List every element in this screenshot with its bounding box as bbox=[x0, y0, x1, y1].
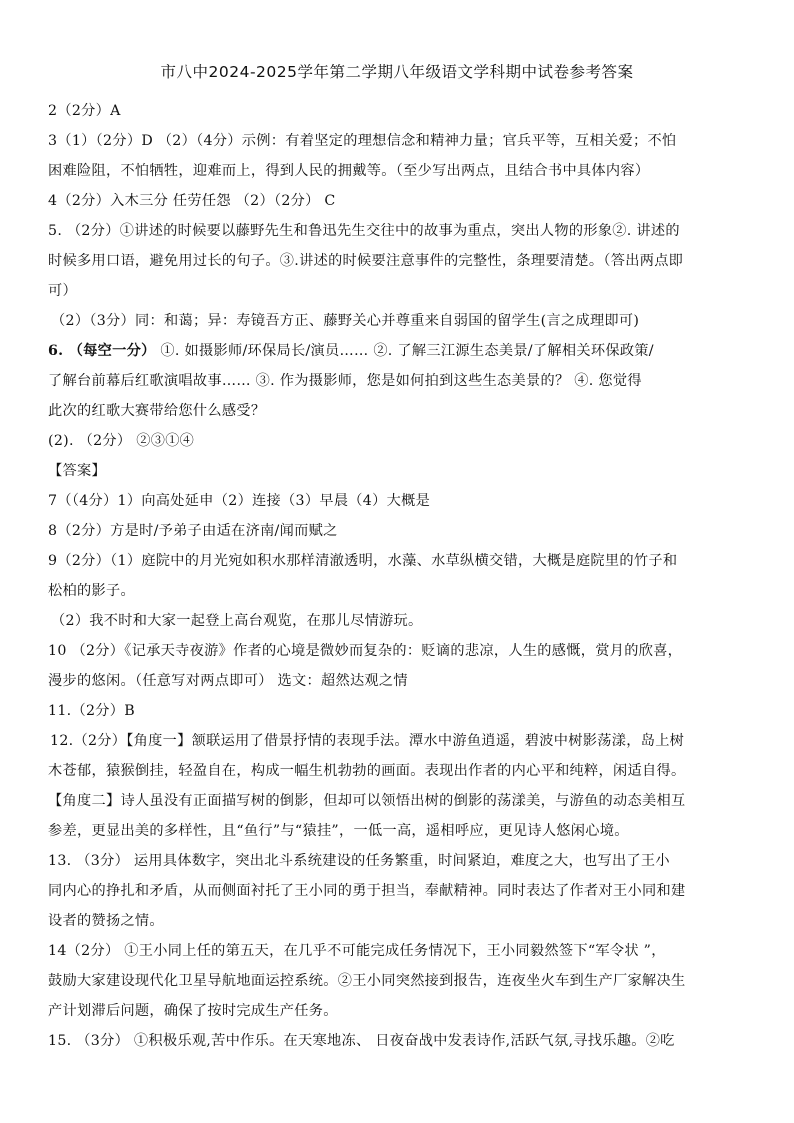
answer-line: 8（2分）方是时/予弟子由适在济南/闻而赋之 bbox=[48, 523, 338, 539]
answer-line: 【角度二】诗人虽没有正面描写树的倒影，但却可以领悟出树的倒影的荡漾美，与游鱼的动态美相互 bbox=[48, 793, 686, 809]
answer-content bbox=[48, 96, 766, 1056]
answer-section-label: 【答案】 bbox=[48, 463, 106, 479]
answer-line: 12.（2分）【角度一】颔联运用了借景抒情的表现手法。潭水中游鱼逍遥，碧波中树影荡漾，岛上树 bbox=[50, 733, 685, 749]
answer-line: 漫步的悠闲。（任意写对两点即可） 选文：超然达观之情 bbox=[48, 673, 408, 689]
answer-line: （2）（3分）同：和蔼；异：寿镜吾方正、藤野关心并尊重来自弱国的留学生(言之成理即可) bbox=[51, 313, 640, 329]
answer-line: (2). （2分） ②③①④ bbox=[48, 433, 195, 449]
answer-line: 松柏的影子。 bbox=[48, 583, 135, 599]
answer-line: 此次的红歌大赛带给您什么感受？ bbox=[48, 403, 266, 419]
answer-line: 3（1）（2分）D （2）（4分）示例：有着坚定的理想信念和精神力量；官兵平等，互相关爱；不怕 bbox=[48, 133, 677, 149]
answer-line: 时候多用口语，避免用过长的句子。③.讲述的时候要注意事件的完整性，条理要清楚。（答出两点即 bbox=[48, 253, 684, 269]
answer-line: 15. （3分） ①积极乐观,苦中作乐。在天寒地冻、 日夜奋战中发表诗作,活跃气氛,寻找乐趣。②吃 bbox=[48, 1033, 675, 1049]
answer-line: 10 （2分）《记承天寺夜游》作者的心境是微妙而复杂的：贬谪的悲凉，人生的感慨，赏月的欣喜， bbox=[48, 643, 683, 659]
answer-line: 9（2分）（1）庭院中的月光宛如积水那样清澈透明，水藻、水草纵横交错，大概是庭院里的竹子和 bbox=[48, 553, 678, 569]
question-6-marker: 6. （每空一分） bbox=[48, 343, 156, 359]
answer-line: 4（2分）入木三分 任劳任怨 （2）（2分） C bbox=[48, 193, 336, 209]
answer-line: 鼓励大家建设现代化卫星导航地面运控系统。②王小同突然接到报告，连夜坐火车到生产厂家解决生 bbox=[48, 973, 686, 989]
answer-line: 13. （3分） 运用具体数字，突出北斗系统建设的任务繁重，时间紧迫，难度之大，也写出了王小 bbox=[48, 853, 670, 869]
answer-line: 参差，更显出美的多样性，且“鱼行”与“猿挂”，一低一高，遥相呼应，更见诗人悠闲心境。 bbox=[48, 823, 629, 839]
answer-line: 木苍郁，猿猴倒挂，轻盈自在，构成一幅生机勃勃的画面。表现出作者的内心平和纯粹，闲适自得。 bbox=[48, 763, 686, 779]
answer-line: （2）我不时和大家一起登上高台观览，在那儿尽情游玩。 bbox=[51, 613, 423, 629]
answer-line: 了解台前幕后红歌演唱故事…… ③. 作为摄影师，您是如何拍到这些生态美景的？ ④. 您觉得 bbox=[48, 373, 642, 389]
answer-line: 11.（2分）B bbox=[48, 703, 135, 719]
answer-line: 14（2分） ①王小同上任的第五天，在几乎不可能完成任务情况下，王小同毅然签下“军令状 ”， bbox=[48, 943, 666, 959]
answer-line: 6. （每空一分） ①. 如摄影师/环保局长/演员…… ②. 了解三江源生态美景/了解相关环保政策/ bbox=[48, 343, 654, 359]
answer-line: 5. （2分）①讲述的时候要以藤野先生和鲁迅先生交往中的故事为重点，突出人物的形象②. 讲述的 bbox=[48, 223, 680, 239]
answer-line: 可） bbox=[48, 283, 77, 299]
answer-line: 困难险阻，不怕牺牲，迎难而上，得到人民的拥戴等。（至少写出两点，且结合书中具体内容） bbox=[48, 163, 650, 179]
page-title: 市八中2024-2025学年第二学期八年级语文学科期中试卷参考答案 bbox=[160, 63, 634, 81]
answer-line: 同内心的挣扎和矛盾，从而侧面衬托了王小同的勇于担当，奉献精神。同时表达了作者对王小同和建 bbox=[48, 883, 686, 899]
answer-line: 2（2分）A bbox=[48, 103, 121, 119]
answer-line: 设者的赞扬之情。 bbox=[48, 913, 164, 929]
answer-line: 7（（4分）1）向高处延申（2）连接（3）早晨（4）大概是 bbox=[48, 493, 431, 509]
answer-line: 产计划滞后问题，确保了按时完成生产任务。 bbox=[48, 1003, 338, 1019]
